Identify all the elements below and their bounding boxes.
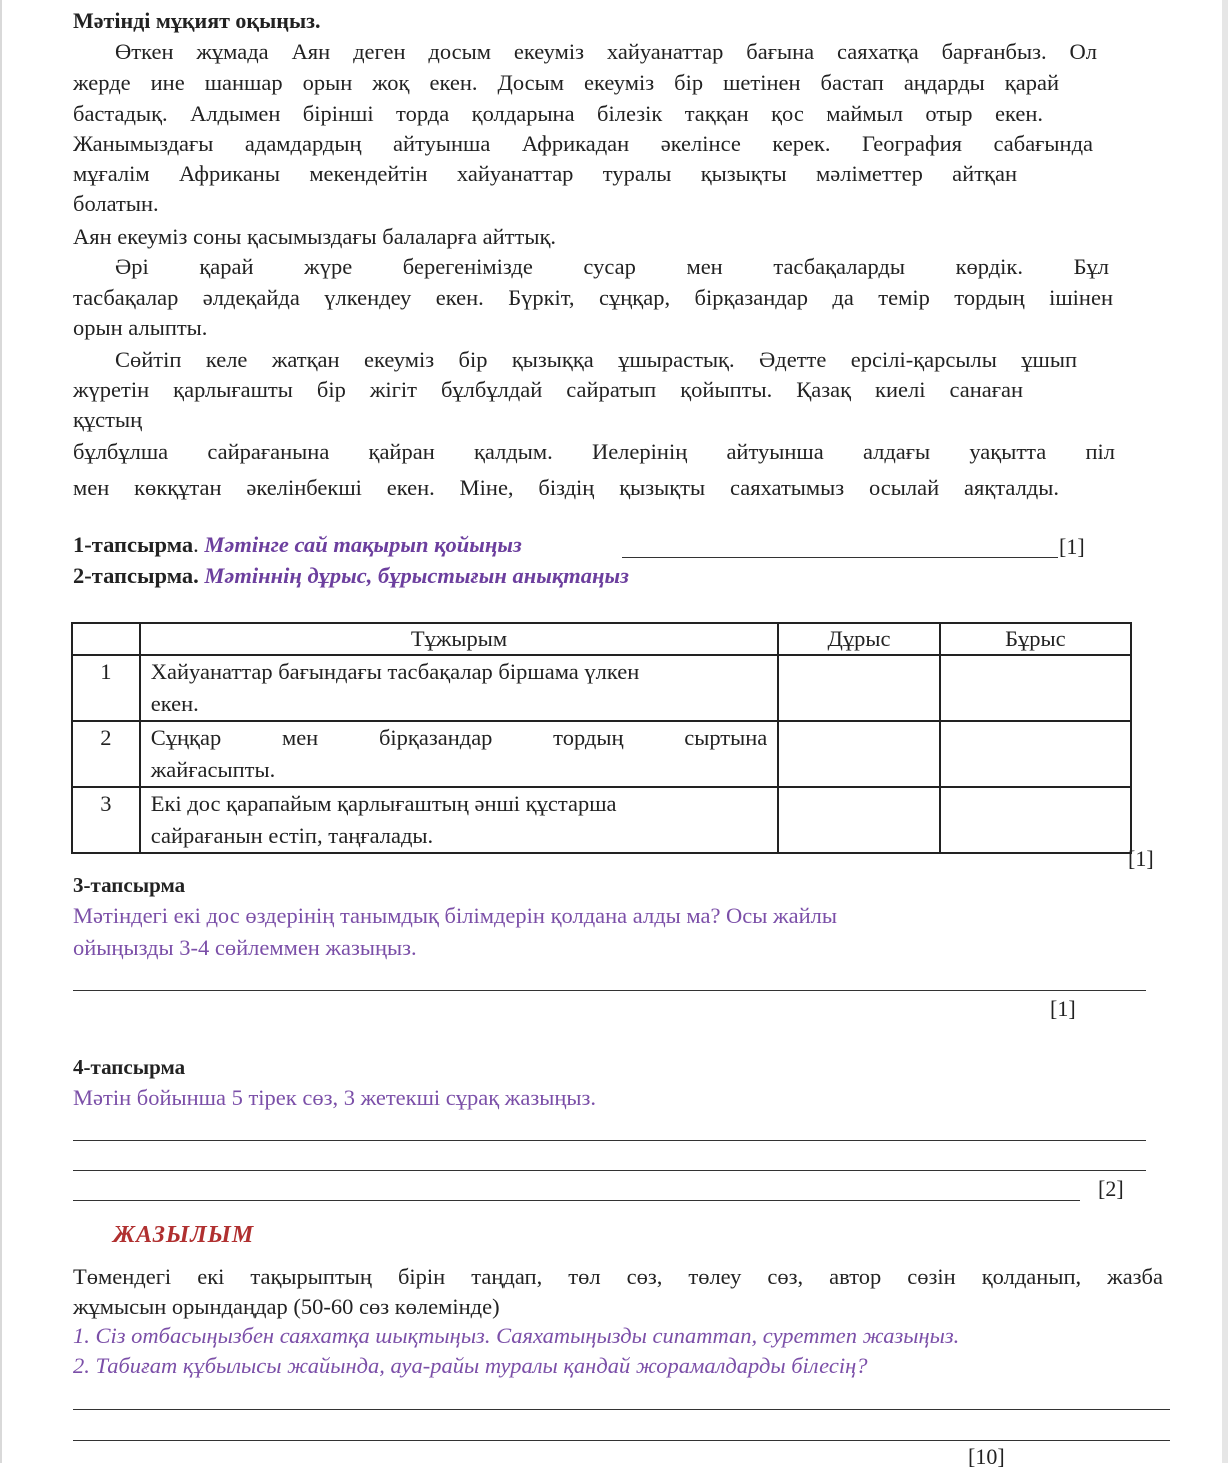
task2-title: 2-тапсырма. <box>73 563 199 588</box>
task1: 1-тапсырма. Мәтінге сай тақырып қойыңыз <box>73 532 522 557</box>
text-line: болатын. <box>73 191 159 216</box>
task4-answer-line[interactable] <box>73 1200 1080 1201</box>
text-line: мұғалім Африканы мекендейтін хайуанаттар туралы қызықты мәліметтер айтқан <box>73 161 1017 186</box>
text-line: орын алыпты. <box>73 315 208 340</box>
header-statement: Тұжырым <box>140 623 779 655</box>
writing-answer-line[interactable] <box>73 1440 1170 1441</box>
reading-heading: Мәтінді мұқият оқыңыз. <box>73 8 321 33</box>
true-cell[interactable] <box>778 787 939 853</box>
task2-score: [1] <box>1128 846 1154 871</box>
header-number <box>72 623 140 655</box>
writing-topic-1: 1. Сіз отбасыңызбен саяхатқа шықтыңыз. Саяхатыңызды сипаттап, суреттеп жазыңыз. <box>73 1323 960 1348</box>
table-row <box>72 721 1131 787</box>
row-statement <box>140 787 779 853</box>
header-false: Бұрыс <box>940 623 1131 655</box>
task1-answer-line[interactable] <box>622 557 1058 558</box>
statement-line: жайғасыпты. <box>150 757 276 782</box>
statement-line: Екі дос қарапайым қарлығаштың әнші құстарша <box>150 791 617 816</box>
writing-line: жұмысын орындаңдар (50-60 сөз көлемінде) <box>73 1294 500 1319</box>
task3-answer-line[interactable] <box>73 990 1146 991</box>
writing-answer-line[interactable] <box>73 1409 1170 1410</box>
table-row <box>72 787 1131 853</box>
task4-instruction: Мәтін бойынша 5 тірек сөз, 3 жетекші сұрақ жазыңыз. <box>73 1085 597 1110</box>
text-line: Жанымыздағы адамдардың айтуынша Африкадан әкелінсе керек. География сабағында <box>73 131 1093 156</box>
true-cell[interactable] <box>778 721 939 787</box>
false-cell[interactable] <box>940 721 1131 787</box>
true-cell[interactable] <box>778 655 939 721</box>
task3-score: [1] <box>1050 996 1076 1021</box>
task4-answer-line[interactable] <box>73 1140 1146 1141</box>
text-line: бастадық. Алдымен бірінші торда қолдарына білезік таққан қос маймыл отыр екен. <box>73 101 1043 126</box>
task3-line: Мәтіндегі екі дос өздерінің танымдық білімдерін қолдана алды ма? Осы жайлы <box>73 903 837 928</box>
false-cell[interactable] <box>940 787 1131 853</box>
text-line: Аян екеуміз соны қасымыздағы балаларға айттық. <box>73 224 557 249</box>
table-row <box>72 655 1131 721</box>
task2 <box>73 563 629 589</box>
header-true: Дұрыс <box>778 623 939 655</box>
writing-score: [10] <box>968 1444 1005 1469</box>
statement-line: сайрағанын естіп, таңғалады. <box>150 823 434 848</box>
text-line: құстың <box>73 407 143 432</box>
task4-answer-line[interactable] <box>73 1170 1146 1171</box>
task1-title: 1-тапсырма <box>73 532 194 557</box>
row-number: 2 <box>72 721 140 787</box>
statement-line: екен. <box>150 691 199 716</box>
task4-score: [2] <box>1098 1176 1124 1201</box>
writing-line: Төмендегі екі тақырыптың бірін таңдап, төл сөз, төлеу сөз, автор сөзін қолданып, жазба <box>73 1264 1163 1289</box>
task1-instruction: Мәтінге сай тақырып қойыңыз <box>204 532 522 557</box>
text-line: мен көкқұтан әкелінбекші екен. Міне, біздің қызықты саяхатымыз осылай аяқталды. <box>73 475 1059 500</box>
text-line: Өткен жұмада Аян деген досым екеуміз хайуанаттар бағына саяхатқа барғанбыз. Ол <box>115 39 1097 64</box>
statement-line: Сұңқар мен бірқазандар тордың сыртына <box>150 725 768 750</box>
task4-title: 4-тапсырма <box>73 1055 186 1079</box>
task1-score: [1] <box>1059 534 1085 559</box>
text-line: жерде ине шаншар орын жоқ екен. Досым екеуміз бір шетінен бастап аңдарды қарай <box>73 70 1059 95</box>
statement-line: Хайуанаттар бағындағы тасбақалар біршама үлкен <box>150 659 640 684</box>
task2-instruction: Мәтіннің дұрыс, бұрыстығын анықтаңыз <box>204 563 629 588</box>
text-line: бұлбұлша сайрағанына қайран қалдым. Иелерінің айтуынша алдағы уақытта піл <box>73 439 1115 464</box>
text-line: Сөйтіп келе жатқан екеуміз бір қызыққа ұшырастық. Әдетте ерсілі-қарсылы ұшып <box>115 347 1077 372</box>
true-false-table <box>71 622 1132 854</box>
false-cell[interactable] <box>940 655 1131 721</box>
row-number: 1 <box>72 655 140 721</box>
row-statement <box>140 721 779 787</box>
text-line: Әрі қарай жүре берегенімізде сусар мен тасбақаларды көрдік. Бұл <box>115 254 1109 279</box>
text-line: тасбақалар әлдеқайда үлкендеу екен. Бүркіт, сұңқар, бірқазандар да темір тордың ішінен <box>73 285 1113 310</box>
writing-topic-2: 2. Табиғат құбылысы жайында, ауа-райы туралы қандай жорамалдарды білесің? <box>73 1353 868 1378</box>
writing-title: ЖАЗЫЛЫМ <box>113 1222 255 1248</box>
task3-line: ойыңызды 3-4 сөйлеммен жазыңыз. <box>73 935 417 960</box>
task3-title: 3-тапсырма <box>73 873 186 897</box>
table-header-row <box>72 623 1131 655</box>
row-statement <box>140 655 779 721</box>
row-number: 3 <box>72 787 140 853</box>
text-line: жүретін қарлығашты бір жігіт бұлбұлдай сайратып қойыпты. Қазақ киелі санаған <box>73 377 1023 402</box>
